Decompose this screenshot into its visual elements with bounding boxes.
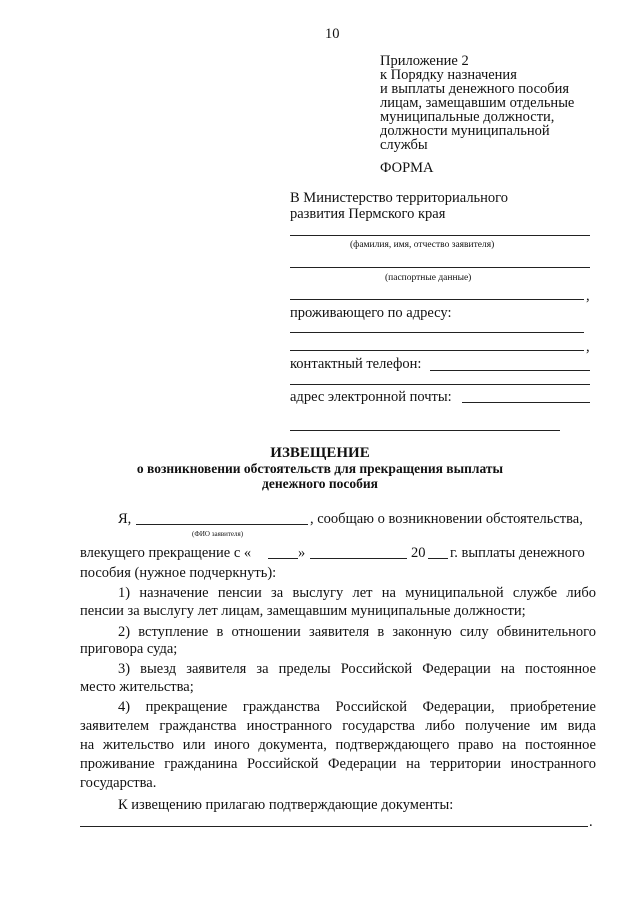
list-item-continuation: место жительства; [80, 679, 194, 695]
address-input-line[interactable] [290, 332, 584, 333]
body-text: пособия (нужное подчеркнуть): [80, 565, 277, 581]
appendix-line: Приложение 2 [380, 53, 469, 69]
attachments-input-line[interactable] [80, 826, 588, 827]
appendix-line: лицам, замещавшим отдельные [380, 95, 575, 111]
month-input-line[interactable] [310, 558, 407, 559]
address-input-line-2[interactable] [290, 350, 584, 351]
body-text: г. выплаты денежного [450, 545, 585, 561]
appendix-line: и выплаты денежного пособия [380, 81, 570, 97]
email-label: адрес электронной почты: [290, 389, 452, 405]
appendix-line: к Порядку назначения [380, 67, 517, 83]
document-subtitle: о возникновении обстоятельств для прекращения выплаты [136, 461, 504, 476]
passport-caption: (паспортные данные) [385, 273, 472, 283]
comma: , [586, 288, 590, 304]
year-input-line[interactable] [428, 558, 448, 559]
list-item[interactable]: 4) прекращение гражданства Российской Федерации, приобретение [118, 699, 596, 715]
list-item-continuation: приговора суда; [80, 641, 178, 657]
fio-input-line[interactable] [290, 235, 590, 236]
body-text: влекущего прекращение с « [80, 545, 252, 561]
addressee-line: В Министерство территориального [290, 190, 509, 206]
fio-caption: (фамилия, имя, отчество заявителя) [350, 240, 495, 250]
document-title: ИЗВЕЩЕНИЕ [270, 445, 370, 461]
list-item-continuation: государства. [80, 775, 157, 791]
list-item[interactable]: 1) назначение пенсии за выслугу лет на муниципальной службе либо [118, 585, 596, 601]
appendix-line: должности муниципальной [380, 123, 550, 139]
list-item-continuation: на жительство или иного документа, подтверждающего право на постоянное [80, 737, 596, 753]
phone-label: контактный телефон: [290, 356, 422, 372]
signature-line[interactable] [290, 430, 560, 431]
passport-input-line[interactable] [290, 267, 590, 268]
ya-tail-text: , сообщаю о возникновении обстоятельства, [310, 511, 583, 527]
residing-label: проживающего по адресу: [290, 305, 452, 321]
phone-input-line[interactable] [430, 370, 590, 371]
appendix-line: службы [380, 137, 428, 153]
list-item-continuation: заявителем гражданства иностранного государства либо получение им вида [80, 718, 596, 734]
document-subtitle: денежного пособия [262, 476, 378, 491]
body-text: 20 [411, 545, 426, 561]
list-item[interactable]: 3) выезд заявителя за пределы Российской Федерации на постоянное [118, 661, 596, 677]
phone-input-line-2[interactable] [290, 384, 590, 385]
fio-caption: (ФИО заявителя) [192, 530, 244, 538]
body-text: » [298, 545, 306, 561]
addressee-line: развития Пермского края [290, 206, 446, 222]
list-item-continuation: проживание гражданина Российской Федерации на территории иностранного [80, 756, 596, 772]
appendix-line: муниципальные должности, [380, 109, 555, 125]
attachments-label: К извещению прилагаю подтверждающие документы: [118, 797, 454, 813]
form-label: ФОРМА [380, 160, 434, 176]
list-item-continuation: пенсии за выслугу лет лицам, замещавшим муниципальные должности; [80, 603, 526, 619]
ya-text: Я, [118, 511, 132, 527]
email-input-line[interactable] [462, 402, 590, 403]
final-dot: . [589, 814, 593, 830]
page-number: 10 [325, 26, 340, 42]
fio-input-line[interactable] [136, 524, 308, 525]
passport-input-line-2[interactable] [290, 299, 584, 300]
day-input-line[interactable] [268, 558, 298, 559]
comma: , [586, 339, 590, 355]
list-item[interactable]: 2) вступление в отношении заявителя в законную силу обвинительного [118, 624, 596, 640]
